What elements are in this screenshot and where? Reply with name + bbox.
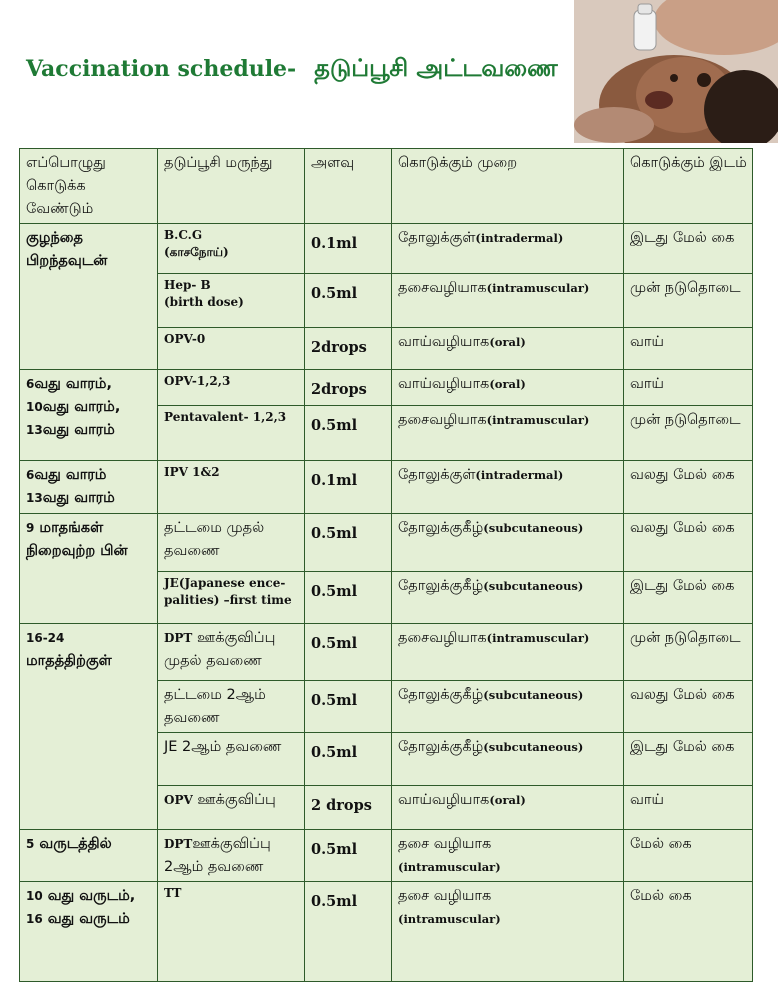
vaccine-cell: OPV-1,2,3 <box>158 370 305 406</box>
site-cell: இடது மேல் கை <box>624 733 753 786</box>
site-cell: மேல் கை <box>624 882 753 982</box>
dose-cell: 0.5ml <box>305 274 392 328</box>
age-at-birth: குழந்தை பிறந்தவுடன் <box>20 224 158 370</box>
vaccine-cell: JE(Japanese ence-palities) –first time <box>158 572 305 624</box>
table-header-row <box>20 149 753 224</box>
age-10-16-years: 10 வது வருடம், 16 வது வருடம் <box>20 882 158 982</box>
method-cell: தோலுக்குள்(intradermal) <box>392 224 624 274</box>
site-cell: வலது மேல் கை <box>624 514 753 572</box>
vaccine-cell: B.C.G (காசநோய்) <box>158 224 305 274</box>
vaccine-cell: TT <box>158 882 305 982</box>
vaccine-cell: தட்டமை 2ஆம் தவணை <box>158 681 305 733</box>
site-cell: வாய் <box>624 786 753 830</box>
age-6-13-weeks: 6வது வாரம் 13வது வாரம் <box>20 461 158 514</box>
method-cell: வாய்வழியாக(oral) <box>392 328 624 370</box>
dose-cell: 0.5ml <box>305 406 392 461</box>
dose-cell: 0.5ml <box>305 514 392 572</box>
age-5-years: 5 வருடத்தில் <box>20 830 158 882</box>
method-cell: தோலுக்குகீழ்(subcutaneous) <box>392 681 624 733</box>
age-6-10-13-weeks: 6வது வாரம், 10வது வாரம், 13வது வாரம் <box>20 370 158 461</box>
header-method: கொடுக்கும் முறை <box>392 149 624 224</box>
method-cell: தோலுக்குகீழ்(subcutaneous) <box>392 514 624 572</box>
table-row <box>20 224 753 274</box>
table-row <box>20 370 753 406</box>
dose-cell: 0.5ml <box>305 681 392 733</box>
vaccination-table <box>19 148 753 982</box>
site-cell: வலது மேல் கை <box>624 681 753 733</box>
table-row <box>20 882 753 982</box>
dose-cell: 0.5ml <box>305 572 392 624</box>
header-vaccine: தடுப்பூசி மருந்து <box>158 149 305 224</box>
method-cell: வாய்வழியாக(oral) <box>392 370 624 406</box>
baby-vaccination-photo <box>574 0 778 143</box>
site-cell: இடது மேல் கை <box>624 572 753 624</box>
table-row <box>20 514 753 572</box>
method-cell: தோலுக்குகீழ்(subcutaneous) <box>392 572 624 624</box>
table-row <box>20 461 753 514</box>
age-16-24-months: 16-24 மாதத்திற்குள் <box>20 624 158 830</box>
site-cell: வாய் <box>624 328 753 370</box>
vaccine-cell: Hep- B (birth dose) <box>158 274 305 328</box>
method-cell: தோலுக்குள்(intradermal) <box>392 461 624 514</box>
title-tamil: தடுப்பூசி அட்டவணை <box>314 54 558 82</box>
dose-cell: 0.5ml <box>305 882 392 982</box>
table-row <box>20 830 753 882</box>
site-cell: முன் நடுதொடை <box>624 406 753 461</box>
dose-cell: 0.5ml <box>305 733 392 786</box>
vaccine-cell: DPT ஊக்குவிப்பு முதல் தவணை <box>158 624 305 681</box>
method-cell: தசை வழியாக (intramuscular) <box>392 830 624 882</box>
site-cell: வாய் <box>624 370 753 406</box>
header-site: கொடுக்கும் இடம் <box>624 149 753 224</box>
vaccine-cell: JE 2ஆம் தவணை <box>158 733 305 786</box>
vaccine-cell: தட்டமை முதல் தவணை <box>158 514 305 572</box>
dose-cell: 0.1ml <box>305 461 392 514</box>
dose-cell: 2drops <box>305 328 392 370</box>
vaccine-cell: OPV-0 <box>158 328 305 370</box>
title-english: Vaccination schedule- <box>26 56 297 82</box>
vaccine-cell: IPV 1&2 <box>158 461 305 514</box>
dose-cell: 2drops <box>305 370 392 406</box>
vaccine-cell: Pentavalent- 1,2,3 <box>158 406 305 461</box>
method-cell: தசைவழியாக(intramuscular) <box>392 624 624 681</box>
site-cell: முன் நடுதொடை <box>624 624 753 681</box>
method-cell: தசை வழியாக (intramuscular) <box>392 882 624 982</box>
age-9-months: 9 மாதங்கள் நிறைவுற்ற பின் <box>20 514 158 624</box>
table-row <box>20 624 753 681</box>
vaccine-cell: DPTஊக்குவிப்பு 2ஆம் தவணை <box>158 830 305 882</box>
page-title <box>26 54 558 85</box>
method-cell: தசைவழியாக(intramuscular) <box>392 274 624 328</box>
dose-cell: 0.5ml <box>305 624 392 681</box>
method-cell: தசைவழியாக(intramuscular) <box>392 406 624 461</box>
site-cell: முன் நடுதொடை <box>624 274 753 328</box>
method-cell: வாய்வழியாக(oral) <box>392 786 624 830</box>
dose-cell: 0.5ml <box>305 830 392 882</box>
site-cell: இடது மேல் கை <box>624 224 753 274</box>
baby-vaccination-icon <box>574 0 778 143</box>
vaccine-cell: OPV ஊக்குவிப்பு <box>158 786 305 830</box>
site-cell: வலது மேல் கை <box>624 461 753 514</box>
header-dose: அளவு <box>305 149 392 224</box>
dose-cell: 2 drops <box>305 786 392 830</box>
header-when: எப்பொழுது கொடுக்க வேண்டும் <box>20 149 158 224</box>
method-cell: தோலுக்குகீழ்(subcutaneous) <box>392 733 624 786</box>
dose-cell: 0.1ml <box>305 224 392 274</box>
site-cell: மேல் கை <box>624 830 753 882</box>
